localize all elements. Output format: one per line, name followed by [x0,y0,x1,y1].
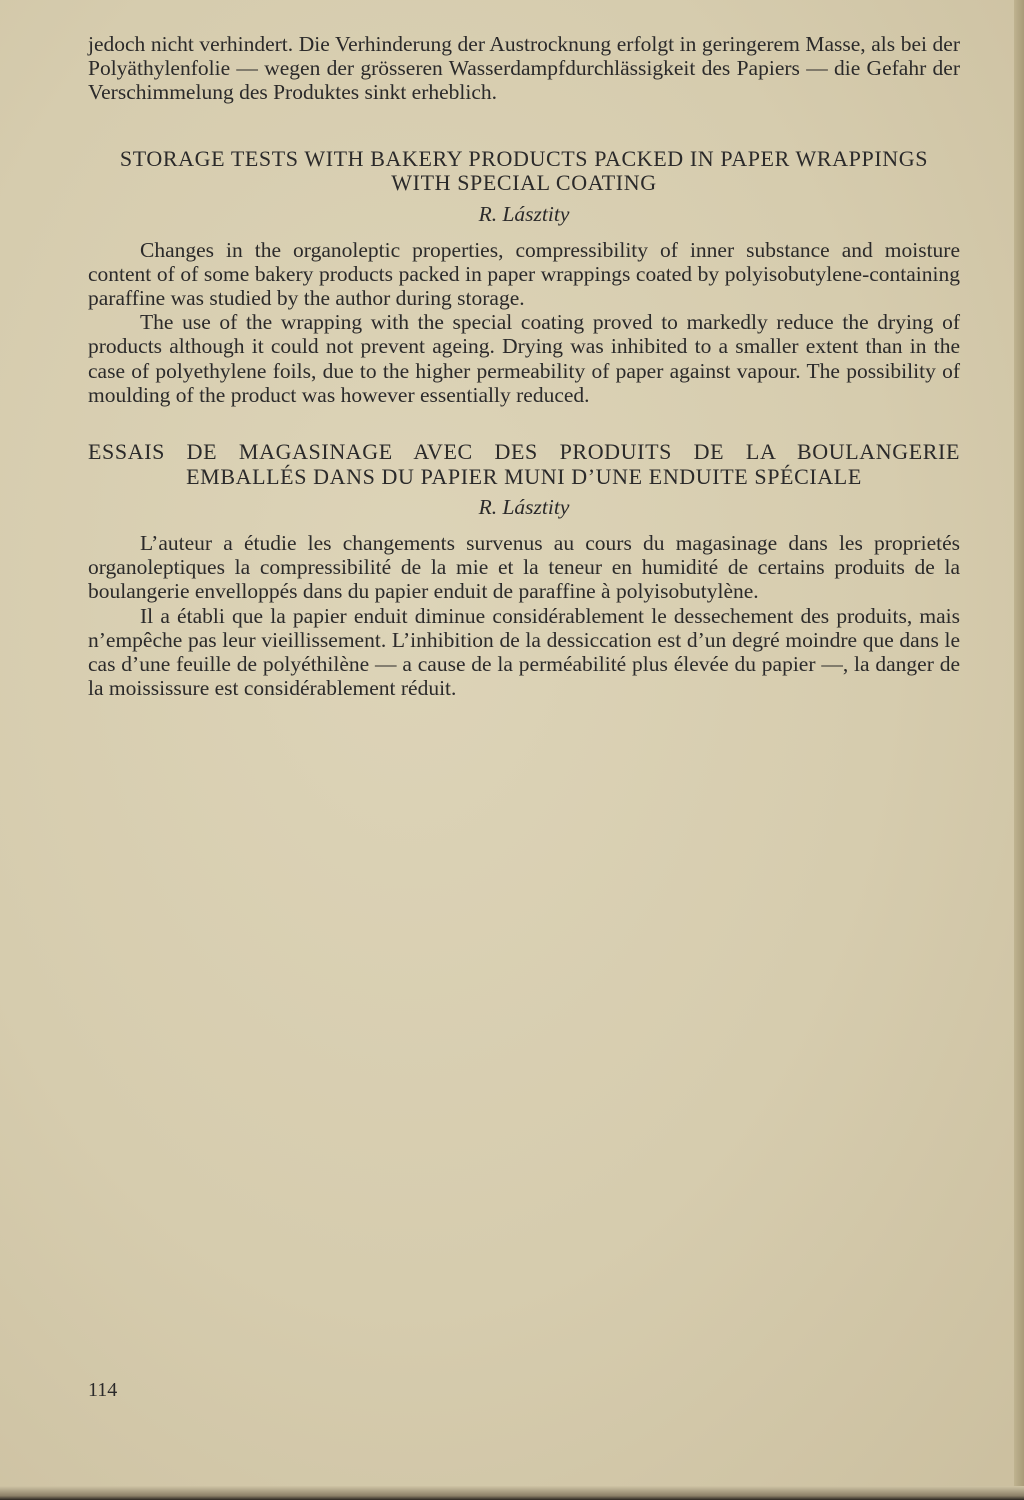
section-spacer [88,105,960,147]
page-number: 114 [88,1379,118,1401]
german-paragraph: jedoch nicht verhindert. Die Verhinderung der Austrocknung erfolgt in geringerem Masse, als bei der Polyäthylenfolie — wegen der grösseren Wasserdampfdurchlässigkeit des Papiers — die Gefahr der Verschimmelung des Produktes sinkt erheblich. [88,32,960,105]
english-abstract [88,147,960,407]
page-edge-shadow [1014,0,1024,1500]
english-title: STORAGE TESTS WITH BAKERY PRODUCTS PACKED IN PAPER WRAPPINGS WITH SPECIAL COATING [119,145,929,196]
french-author: R. Lásztity [478,495,570,520]
english-author: R. Lásztity [478,201,570,226]
french-abstract [88,440,960,700]
section-spacer [88,407,960,440]
french-paragraph-2: Il a établi que la papier enduit diminue considérablement le dessechement des produits, mais n’empêche pas leur vieillissement. L’inhibition de la dessiccation est d’un degré moindre que dans le cas d’une feuille de polyéthilène — a cause de la perméabilité plus élevée du papier —, la danger de la moississure est considérablement réduit. [88,603,960,701]
page-bottom-edge [0,1486,1024,1500]
english-paragraph-2: The use of the wrapping with the special coating proved to markedly reduce the drying of products although it could not prevent ageing. Drying was inhibited to a smaller extent than in the case of polyethylene foils, due to the higher permeability of paper against vapour. The possibility of moulding of the product was however essentially reduced. [88,310,960,407]
french-paragraph-1: L’auteur a étudie les changements survenus au cours du magasinage dans les proprietés organoleptiques la compressibilité de la mie et la teneur en humidité de certains produits de la boulangerie envelloppés dans du papier enduit de paraffine à polyisobutylène. [88,531,960,604]
french-title: ESSAIS DE MAGASINAGE AVEC DES PRODUITS DE LA BOULANGERIE EMBALLÉS DANS DU PAPIER MUNI D’UNE ENDUITE SPÉCIALE [88,439,960,489]
page-content [88,32,960,700]
english-paragraph-1: Changes in the organoleptic properties, compressibility of inner substance and moisture content of of some bakery products packed in paper wrappings coated by polyisobutylene-containing paraffine was studied by the author during storage. [88,237,960,311]
